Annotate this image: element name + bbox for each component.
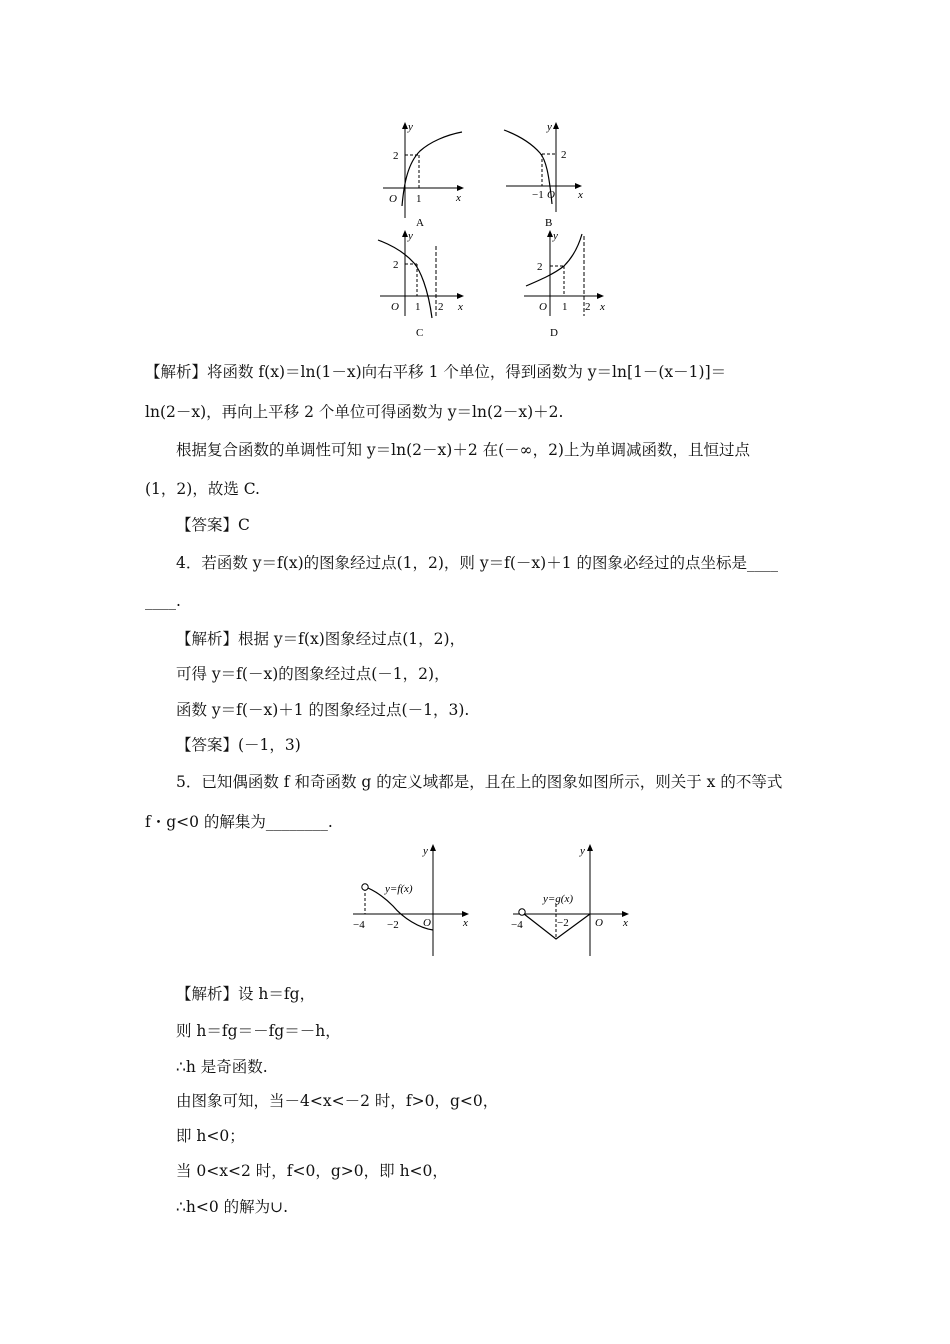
solution-5-line-6: 当 0<x<2 时，f<0，g>0，即 h<0，: [176, 1162, 448, 1180]
solution-5-line-3: ∴h 是奇函数.: [176, 1058, 268, 1076]
solution-5-line-2: 则 h＝fg＝－fg＝－h，: [176, 1022, 341, 1040]
question-4-line-2: ____.: [145, 592, 181, 610]
graph-option-b: [498, 118, 588, 230]
graph-option-a: [378, 118, 468, 230]
answer-3: 【答案】C: [176, 516, 250, 534]
question-5-line-2: f・g<0 的解集为________.: [145, 813, 333, 831]
svg-text:y=g(x): y=g(x): [543, 893, 574, 905]
svg-text:2: 2: [537, 261, 543, 273]
solution-line-4: (1，2)，故选 C.: [145, 480, 260, 498]
solution-4-line-1: 【解析】根据 y＝f(x)图象经过点(1，2)，: [176, 630, 466, 648]
svg-text:B: B: [545, 217, 553, 229]
svg-text:C: C: [416, 327, 424, 339]
solution-4-line-2: 可得 y＝f(－x)的图象经过点(－1，2)，: [176, 665, 450, 683]
svg-text:x: x: [463, 917, 468, 929]
svg-text:D: D: [550, 327, 558, 339]
svg-text:y: y: [580, 845, 585, 857]
svg-text:y: y: [408, 121, 413, 133]
solution-5-line-1: 【解析】设 h＝fg，: [176, 985, 316, 1003]
svg-text:−1: −1: [532, 189, 544, 201]
solution-line-3: 根据复合函数的单调性可知 y＝ln(2－x)＋2 在(－∞，2)上为单调减函数，且恒过点: [176, 441, 750, 459]
svg-text:2: 2: [438, 301, 444, 313]
svg-text:y: y: [408, 230, 413, 242]
graph-option-c: [372, 228, 470, 342]
svg-text:1: 1: [562, 301, 568, 313]
svg-text:−4: −4: [353, 919, 365, 931]
svg-text:x: x: [623, 917, 628, 929]
svg-text:O: O: [391, 301, 399, 313]
svg-text:2: 2: [585, 301, 591, 313]
svg-text:x: x: [578, 189, 583, 201]
svg-text:O: O: [539, 301, 547, 313]
svg-text:2: 2: [393, 259, 399, 271]
solution-line-2: ln(2－x)，再向上平移 2 个单位可得函数为 y＝ln(2－x)＋2.: [145, 403, 564, 421]
solution-line-1: 【解析】将函数 f(x)＝ln(1－x)向右平移 1 个单位，得到函数为 y＝ln[1－(x－1)]＝: [145, 363, 727, 381]
graph-option-d: [520, 228, 610, 342]
solution-5-line-7: ∴h<0 的解为∪.: [176, 1198, 289, 1216]
question-4-line-1: 4．若函数 y＝f(x)的图象经过点(1，2)，则 y＝f(－x)＋1 的图象必经过的点坐标是____: [176, 554, 778, 572]
answer-4: 【答案】(－1，3): [176, 736, 301, 754]
graph-g: [505, 838, 635, 960]
solution-5-line-5: 即 h<0；: [176, 1127, 245, 1145]
svg-text:O: O: [423, 917, 431, 929]
solution-5-line-4: 由图象可知，当－4<x<－2 时，f>0，g<0，: [176, 1092, 499, 1110]
svg-text:A: A: [416, 217, 424, 229]
svg-text:x: x: [600, 301, 605, 313]
solution-4-line-3: 函数 y＝f(－x)＋1 的图象经过点(－1，3).: [176, 701, 470, 719]
question-5-line-1: 5．已知偶函数 f 和奇函数 g 的定义域都是，且在上的图象如图所示，则关于 x 的不等式: [176, 773, 783, 791]
svg-text:2: 2: [561, 149, 567, 161]
svg-text:y: y: [423, 845, 428, 857]
svg-text:y=f(x): y=f(x): [385, 883, 413, 895]
svg-text:1: 1: [416, 193, 422, 205]
svg-text:−2: −2: [387, 919, 399, 931]
svg-text:O: O: [547, 189, 555, 201]
svg-text:x: x: [458, 301, 463, 313]
graph-f: [345, 838, 475, 960]
svg-text:2: 2: [393, 150, 399, 162]
svg-text:−2: −2: [557, 917, 569, 929]
svg-text:O: O: [595, 917, 603, 929]
svg-text:y: y: [553, 230, 558, 242]
svg-text:O: O: [389, 193, 397, 205]
svg-text:−4: −4: [511, 919, 523, 931]
svg-text:x: x: [456, 192, 461, 204]
svg-text:y: y: [547, 121, 552, 133]
svg-text:1: 1: [415, 301, 421, 313]
